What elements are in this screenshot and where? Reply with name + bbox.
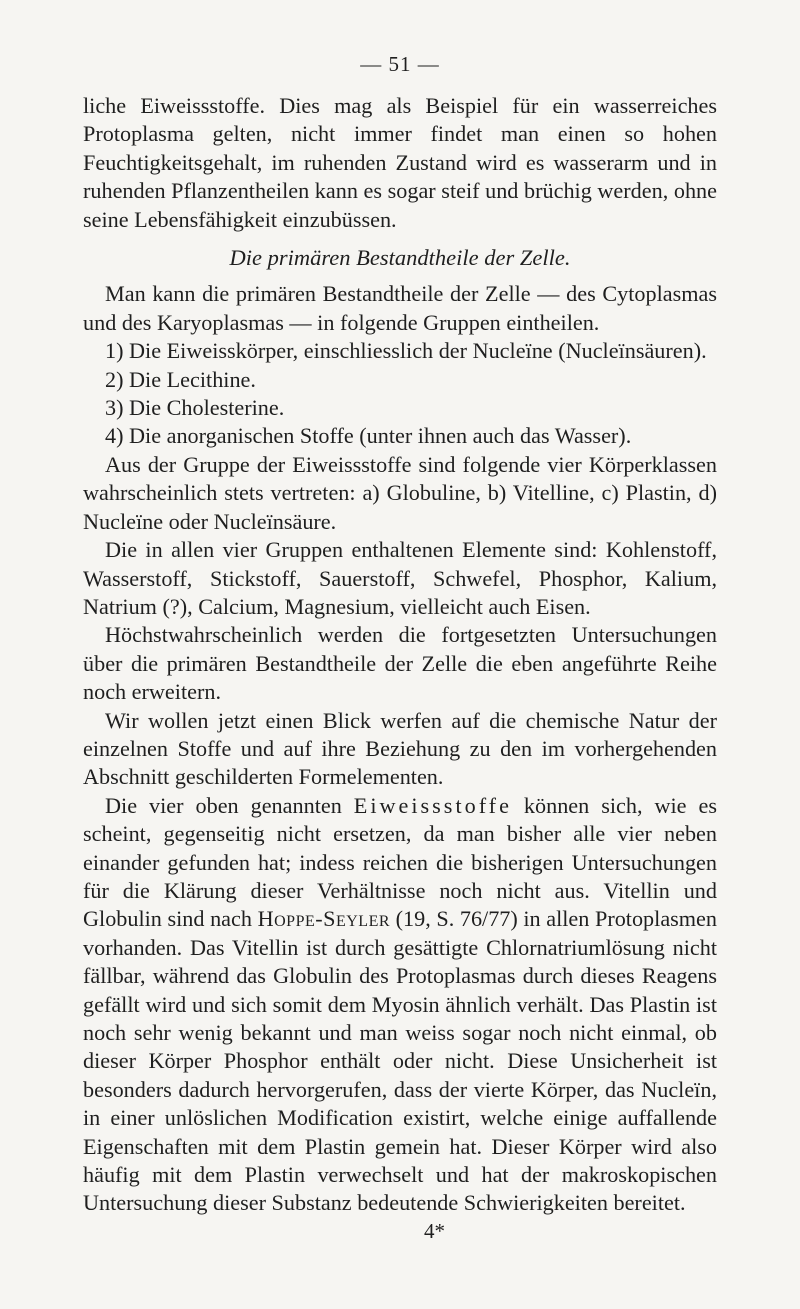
list-item: 4) Die anorganischen Stoffe (unter ihnen auch das Wasser). — [105, 423, 632, 449]
spaced-term: Eiweissstoffe — [353, 792, 512, 818]
paragraph-text: können sich, wie es scheint, gegenseitig nicht ersetzen, da man bisher alle vier neben einander gefunden hat; indess reichen die bisherigen Untersuchungen für die Klärung dieser Verhältnisse noch nicht aus. Vitellin und Globulin sind nach — [83, 792, 717, 932]
page-number: — 51 — — [360, 52, 440, 76]
paragraph-further-research: Höchstwahrscheinlich werden die fortgesetzten Untersuchungen über die primären Bestandtheile der Zelle die eben angeführte Reihe noch erweitern. — [83, 622, 717, 705]
paragraph-proteins — [83, 792, 717, 1218]
page-body — [83, 92, 717, 1218]
list-item: 2) Die Lecithine. — [105, 366, 256, 392]
paragraph-text: (19, S. 76/77) in allen Protoplasmen vorhanden. Das Vitellin ist durch gesättigte Chlornatriumlösung nicht fällbar, während das Globulin des Protoplasmas durch dieses Reagens gefällt wird und sich somit dem Myosin ähnlich verhält. Das Plastin ist noch sehr wenig bekannt und man weiss sogar noch nicht einmal, ob dieser Körper Phosphor enthält oder nicht. Diese Unsicherheit ist besonders dadurch hervorgerufen, dass der vierte Körper, das Nucleïn, in einer unlöslichen Modification existirt, welche einige auffallende Eigenschaften mit dem Plastin gemein hat. Dieser Körper wird also häufig mit dem Plastin verwechselt und hat der makroskopischen Untersuchung dieser Substanz bedeutende Schwierigkeiten bereitet. — [83, 906, 718, 1216]
author-name: Hoppe-Seyler — [257, 906, 391, 932]
section-heading: Die primären Bestandtheile der Zelle. — [229, 245, 571, 271]
paragraph-chemical-nature: Wir wollen jetzt einen Blick werfen auf die chemische Natur der einzelnen Stoffe und auf ihre Beziehung zu den im vorhergehenden Abschnitt geschilderten Formelementen. — [83, 707, 717, 790]
paragraph-elements: Die in allen vier Gruppen enthaltenen Elemente sind: Kohlenstoff, Wasserstoff, Stickstoff, Sauerstoff, Schwefel, Phosphor, Kalium, Natrium (?), Calcium, Magnesium, vielleicht auch Eisen. — [83, 537, 717, 619]
paragraph-continuation: liche Eiweissstoffe. Dies mag als Beispiel für ein wasserreiches Protoplasma gelten, nicht immer findet man einen so hohen Feuchtigkeitsgehalt, im ruhenden Zustand wird es wasserarm und in ruhenden Pflanzentheilen kann es sogar steif und brüchig werden, ohne seine Lebensfähigkeit einzubüssen. — [83, 93, 717, 232]
signature-mark: 4* — [424, 1219, 445, 1243]
paragraph-intro: Man kann die primären Bestandtheile der Zelle — des Cytoplasmas und des Karyoplasmas — in folgende Gruppen eintheilen. — [83, 281, 717, 335]
list-item: 1) Die Eiweisskörper, einschliesslich der Nucleïne (Nucleïnsäuren). — [105, 338, 707, 364]
list-item: 3) Die Cholesterine. — [105, 395, 285, 421]
paragraph-text: Die vier oben genannten — [105, 792, 354, 818]
paragraph-protein-classes: Aus der Gruppe der Eiweissstoffe sind folgende vier Körperklassen wahrscheinlich stets vertreten: a) Globuline, b) Vitelline, c) Plastin, d) Nucleïne oder Nucleïnsäure. — [83, 451, 717, 534]
